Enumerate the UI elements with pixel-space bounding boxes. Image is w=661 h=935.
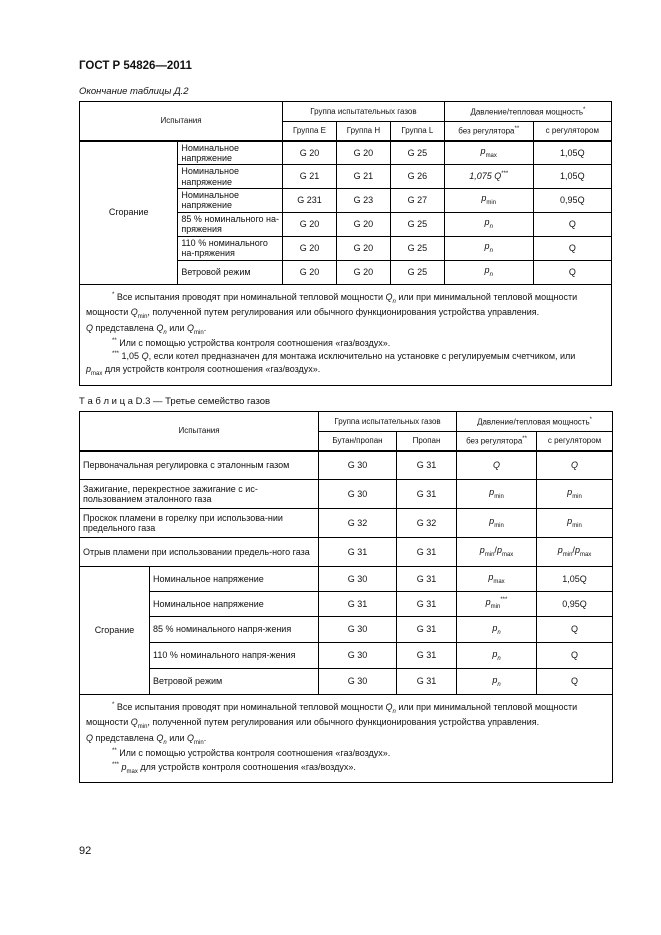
gas-cell: G 31 bbox=[397, 592, 457, 617]
table1-notes: * Все испытания проводят при номинальной тепловой мощности $Q_n$ или при минимальной тепловой мощности мощности $Q_{min}$, полученной путем регулирования или обычного функционирования устройства управления. Q представлена $Q_n$ или $Q_{min}$. ** Или с помощью устройства контроля соотношения «газ/воздух». *** 1,05 Q, если котел предназначен для монтажа исключительно на установке с регулируемым счетчиком, или $p_{max}$ для устройств контроля соотношения «газ/воздух». bbox=[80, 284, 612, 385]
table-d3 bbox=[79, 411, 613, 783]
test-name: 85 % номинального на-пряжения bbox=[178, 212, 283, 236]
col-groups-header: Группа испытательных газов bbox=[319, 412, 457, 432]
gas-cell: G 23 bbox=[336, 188, 390, 212]
group-e-header: Группа E bbox=[283, 122, 337, 141]
gas-cell: G 20 bbox=[283, 212, 337, 236]
standard-header: ГОСТ Р 54826—2011 bbox=[79, 60, 192, 72]
no-regulator-value: $p_{min}$ bbox=[457, 509, 537, 538]
with-regulator-value: Q bbox=[533, 212, 611, 236]
gas-cell: G 231 bbox=[283, 188, 337, 212]
gas-cell: G 30 bbox=[319, 643, 397, 669]
col-pressure-header: Давление/тепловая мощность* bbox=[457, 412, 613, 432]
gas-cell: G 32 bbox=[397, 509, 457, 538]
gas-cell: G 20 bbox=[283, 141, 337, 165]
col-groups-header: Группа испытательных газов bbox=[283, 102, 445, 122]
group-butane-header: Бутан/пропан bbox=[319, 432, 397, 451]
gas-cell: G 30 bbox=[319, 480, 397, 509]
no-regulator-value: $p_n$ bbox=[444, 260, 533, 284]
gas-cell: G 25 bbox=[390, 141, 444, 165]
no-regulator-value: $p_n$ bbox=[444, 236, 533, 260]
gas-cell: G 31 bbox=[397, 617, 457, 643]
gas-cell: G 27 bbox=[390, 188, 444, 212]
no-regulator-header: без регулятора** bbox=[444, 122, 533, 141]
gas-cell: G 30 bbox=[319, 669, 397, 695]
gas-cell: G 26 bbox=[390, 165, 444, 189]
group-propane-header: Пропан bbox=[397, 432, 457, 451]
gas-cell: G 20 bbox=[283, 236, 337, 260]
with-regulator-header: с регулятором bbox=[533, 122, 611, 141]
col-tests-header: Испытания bbox=[80, 102, 283, 141]
with-regulator-value: 0,95Q bbox=[533, 188, 611, 212]
no-regulator-value: $p_n$ bbox=[457, 643, 537, 669]
with-regulator-value: Q bbox=[537, 643, 613, 669]
gas-cell: G 20 bbox=[336, 260, 390, 284]
section-combustion: Сгорание bbox=[80, 567, 150, 695]
no-regulator-value: 1,075 Q*** bbox=[444, 165, 533, 189]
gas-cell: G 20 bbox=[336, 141, 390, 165]
test-name: Номинальное напряжение bbox=[150, 592, 319, 617]
with-regulator-value: Q bbox=[533, 236, 611, 260]
with-regulator-value: Q bbox=[537, 669, 613, 695]
test-name: 110 % номинального на-пряжения bbox=[178, 236, 283, 260]
no-regulator-value: $p_{max}$ bbox=[444, 141, 533, 165]
with-regulator-value: 1,05Q bbox=[537, 567, 613, 592]
table-d2-end bbox=[79, 101, 612, 386]
gas-cell: G 31 bbox=[397, 480, 457, 509]
gas-cell: G 31 bbox=[397, 451, 457, 480]
with-regulator-value: $p_{min}/p_{max}$ bbox=[537, 538, 613, 567]
gas-cell: G 32 bbox=[319, 509, 397, 538]
gas-cell: G 21 bbox=[336, 165, 390, 189]
test-name: Номинальное напряжение bbox=[178, 165, 283, 189]
test-name: Отрыв пламени при использовании предель-ного газа bbox=[80, 538, 319, 567]
test-name: 85 % номинального напря-жения bbox=[150, 617, 319, 643]
test-name: Номинальное напряжение bbox=[178, 188, 283, 212]
gas-cell: G 31 bbox=[397, 643, 457, 669]
with-regulator-value: 1,05Q bbox=[533, 141, 611, 165]
test-name: Ветровой режим bbox=[178, 260, 283, 284]
no-regulator-value: $p_n$ bbox=[457, 669, 537, 695]
table2-caption: Т а б л и ц а D.3 — Третье семейство газов bbox=[79, 396, 271, 407]
gas-cell: G 20 bbox=[336, 236, 390, 260]
gas-cell: G 25 bbox=[390, 260, 444, 284]
test-name: Номинальное напряжение bbox=[178, 141, 283, 165]
group-h-header: Группа H bbox=[336, 122, 390, 141]
test-name: Номинальное напряжение bbox=[150, 567, 319, 592]
with-regulator-header: с регулятором bbox=[537, 432, 613, 451]
no-regulator-value: $p_{min}$ bbox=[444, 188, 533, 212]
col-pressure-header: Давление/тепловая мощность* bbox=[444, 102, 611, 122]
page-number: 92 bbox=[79, 845, 92, 857]
no-regulator-value: $p_n$ bbox=[444, 212, 533, 236]
with-regulator-value: 1,05Q bbox=[533, 165, 611, 189]
no-regulator-value: $p_n$ bbox=[457, 617, 537, 643]
with-regulator-value: $p_{min}$ bbox=[537, 509, 613, 538]
group-l-header: Группа L bbox=[390, 122, 444, 141]
gas-cell: G 20 bbox=[336, 212, 390, 236]
gas-cell: G 20 bbox=[283, 260, 337, 284]
no-regulator-value: $p_{max}$ bbox=[457, 567, 537, 592]
test-name: Проскок пламени в горелку при использова-нии предельного газа bbox=[80, 509, 319, 538]
gas-cell: G 30 bbox=[319, 617, 397, 643]
col-tests-header: Испытания bbox=[80, 412, 319, 451]
table1-caption: Окончание таблицы Д.2 bbox=[79, 86, 189, 97]
section-combustion: Сгорание bbox=[80, 141, 178, 285]
with-regulator-value: 0,95Q bbox=[537, 592, 613, 617]
table2-notes: * Все испытания проводят при номинальной тепловой мощности $Q_n$ или при минимальной тепловой мощности мощности $Q_{min}$, полученной путем регулирования или обычного функционирования устройства управления. Q представлена $Q_n$ или $Q_{min}$. ** Или с помощью устройства контроля соотношения «газ/воздух». *** $p_{max}$ для устройств контроля соотношения «газ/воздух». bbox=[80, 695, 613, 783]
gas-cell: G 31 bbox=[319, 592, 397, 617]
test-name: Зажигание, перекрестное зажигание с ис-пользованием эталонного газа bbox=[80, 480, 319, 509]
gas-cell: G 31 bbox=[319, 538, 397, 567]
gas-cell: G 31 bbox=[397, 538, 457, 567]
no-regulator-value: Q bbox=[457, 451, 537, 480]
gas-cell: G 31 bbox=[397, 669, 457, 695]
with-regulator-value: $p_{min}$ bbox=[537, 480, 613, 509]
no-regulator-value: $p_{min}/p_{max}$ bbox=[457, 538, 537, 567]
test-name: 110 % номинального напря-жения bbox=[150, 643, 319, 669]
gas-cell: G 25 bbox=[390, 236, 444, 260]
no-regulator-header: без регулятора** bbox=[457, 432, 537, 451]
gas-cell: G 30 bbox=[319, 567, 397, 592]
gas-cell: G 30 bbox=[319, 451, 397, 480]
gas-cell: G 31 bbox=[397, 567, 457, 592]
with-regulator-value: Q bbox=[533, 260, 611, 284]
with-regulator-value: Q bbox=[537, 451, 613, 480]
no-regulator-value: $p_{min}$ bbox=[457, 480, 537, 509]
test-name: Первоначальная регулировка с эталонным газом bbox=[80, 451, 319, 480]
gas-cell: G 21 bbox=[283, 165, 337, 189]
no-regulator-value: $p_{min}^{***}$ bbox=[457, 592, 537, 617]
gas-cell: G 25 bbox=[390, 212, 444, 236]
test-name: Ветровой режим bbox=[150, 669, 319, 695]
with-regulator-value: Q bbox=[537, 617, 613, 643]
